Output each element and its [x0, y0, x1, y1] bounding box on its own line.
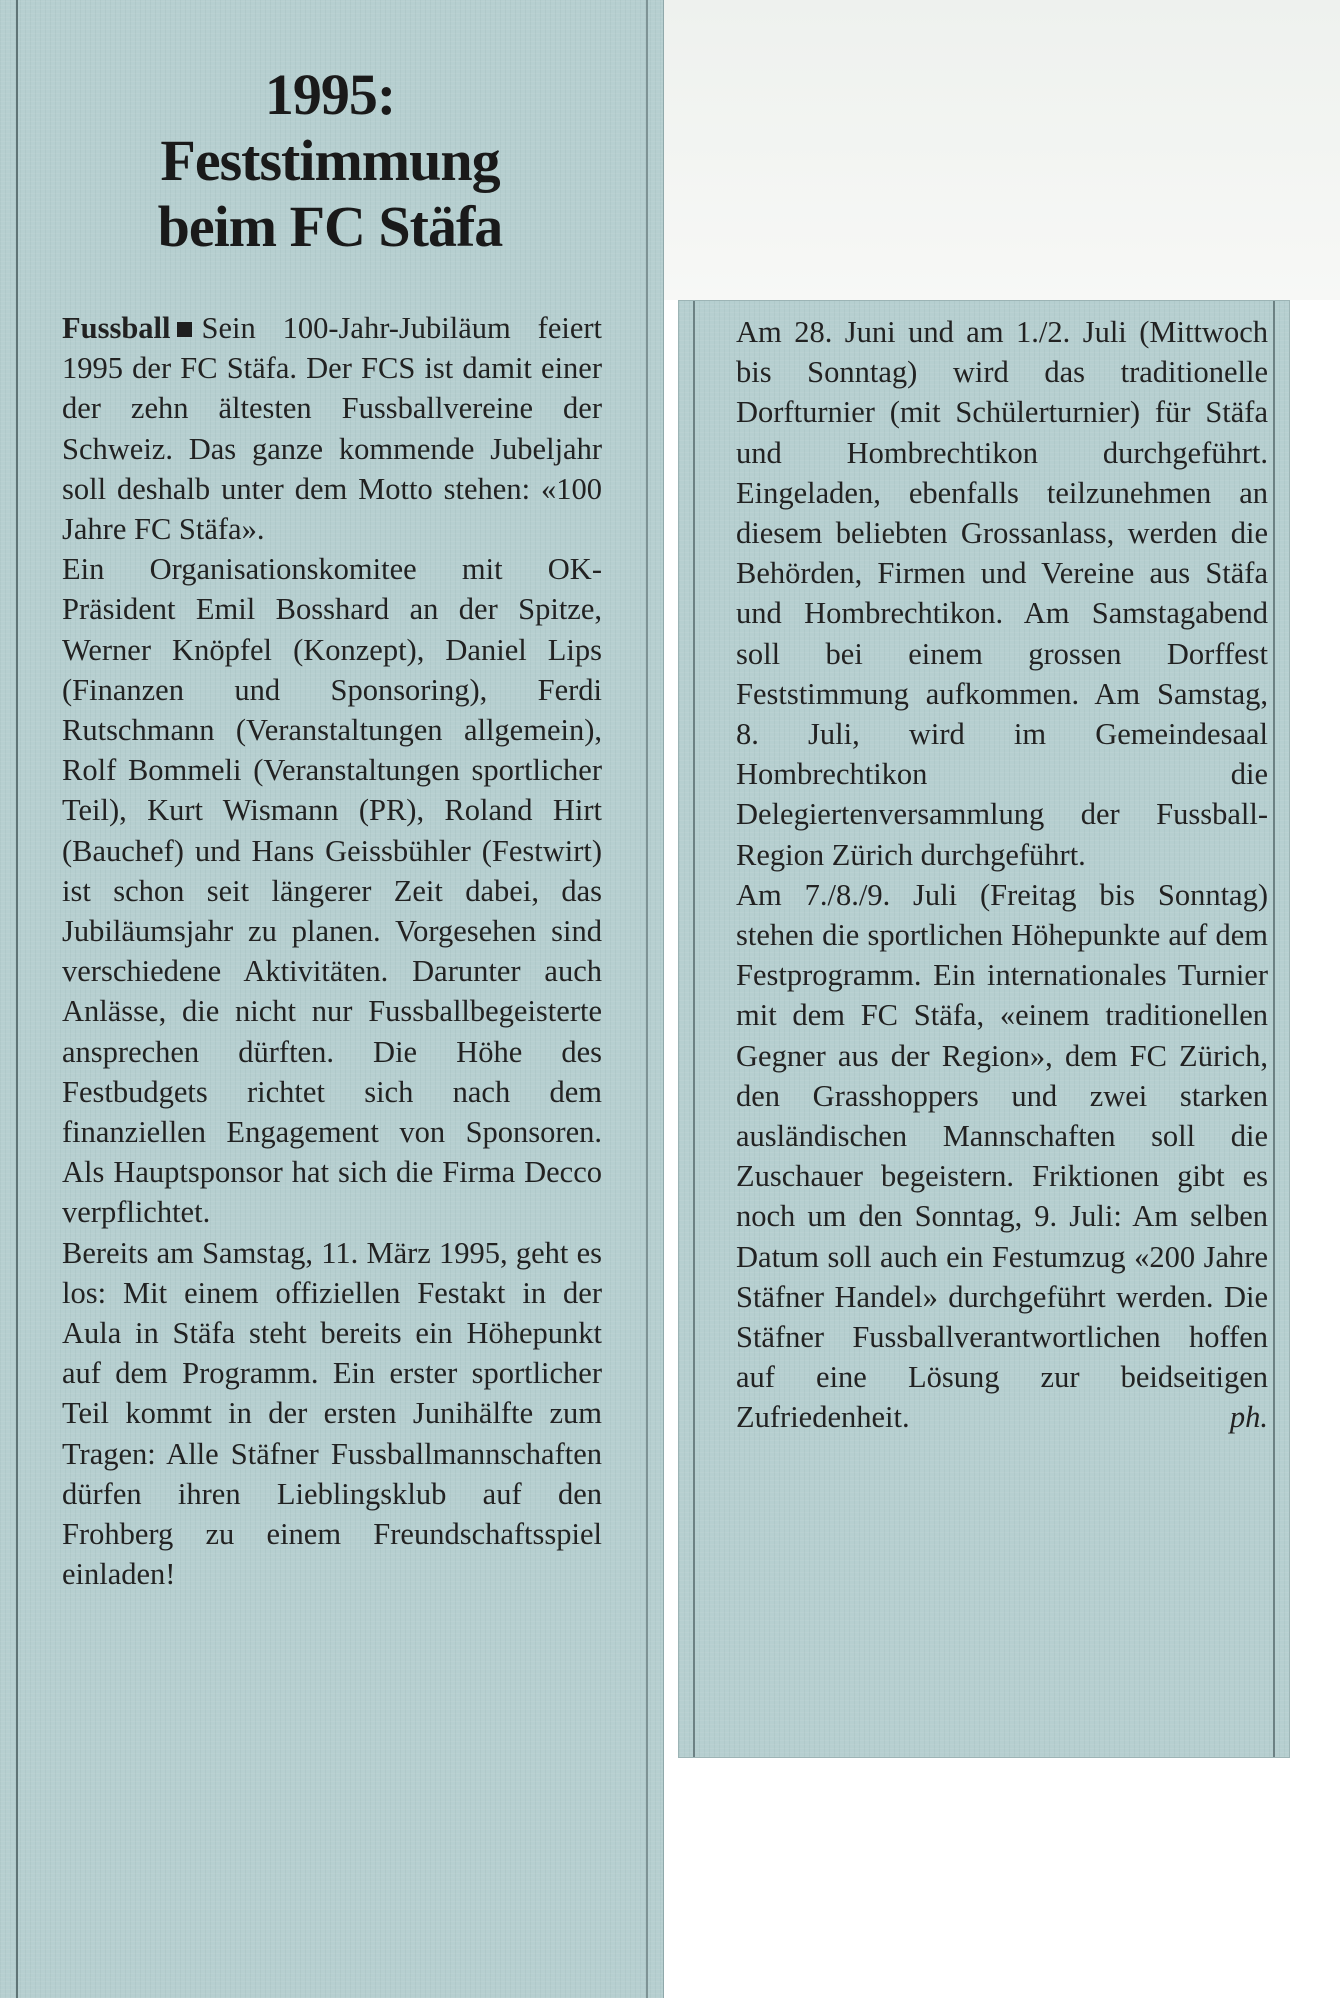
article-headline	[40, 62, 620, 260]
background-page	[664, 0, 1340, 300]
author-byline: ph.	[1229, 1400, 1268, 1435]
paragraph-dorfturnier: Am 28. Juni und am 1./2. Juli (Mittwoch bis Sonntag) wird das traditionelle Dorfturnier (mit Schülerturnier) für Stäfa und Hombrechtikon durchgeführt. Eingeladen, ebenfalls teilzunehmen an diesem beliebten Grossanlass, werden die Behörden, Firmen und Vereine aus Stäfa und Hombrechtikon. Am Samstagabend soll bei einem grossen Dorffest Feststimmung aufkommen. Am Samstag, 8. Juli, wird im Gemeindesaal Hombrechtikon die Delegiertenversammlung der Fussball-Region Zürich durchgeführt.	[736, 315, 1268, 872]
headline-line-3: beim FC Stäfa	[157, 194, 503, 259]
paragraph-committee: Ein Organisationskomitee mit OK-Präsident Emil Bosshard an der Spitze, Werner Knöpfel (Konzept), Daniel Lips (Finanzen und Sponsoring), Ferdi Rutschmann (Veranstaltungen allgemein), Rolf Bommeli (Veranstaltungen sportlicher Teil), Kurt Wismann (PR), Roland Hirt (Bauchef) und Hans Geissbühler (Festwirt) ist schon seit längerer Zeit dabei, das Jubiläumsjahr zu planen. Vorgesehen sind verschiedene Aktivitäten. Darunter auch Anlässe, die nicht nur Fussballbegeisterte ansprechen dürften. Die Höhe des Festbudgets richtet sich nach dem finanziellen Engagement von Sponsoren. Als Hauptsponsor hat sich die Firma Decco verpflichtet.	[62, 552, 602, 1230]
paragraph-turnier	[736, 875, 1268, 1438]
paragraph-text: Sein 100-Jahr-Jubiläum feiert 1995 der FC Stäfa. Der FCS ist damit einer der zehn ältesten Fussballvereine der Schweiz. Das ganze kommende Jubeljahr soll deshalb unter dem Motto stehen: «100 Jahre FC Stäfa».	[62, 311, 602, 547]
clipping-left-column	[0, 0, 664, 1998]
paragraph-text: Am 7./8./9. Juli (Freitag bis Sonntag) stehen die sportlichen Höhepunkte auf dem Festprogramm. Ein internationales Turnier mit dem FC Stäfa, «einem traditionellen Gegner aus der Region», dem FC Zürich, den Grasshoppers und zwei starken ausländischen Mannschaften soll die Zuschauer begeistern. Friktionen gibt es noch um den Sonntag, 9. Juli: Am selben Datum soll auch ein Festumzug «200 Jahre Stäfner Handel» durchgeführt werden. Die Stäfner Fussballverantwortlichen hoffen auf eine Lösung zur beidseitigen Zufriedenheit.	[736, 877, 1268, 1435]
column-rule-right	[1273, 301, 1275, 1757]
paragraph-intro	[62, 308, 602, 549]
column-rule-left	[693, 301, 695, 1757]
headline-line-1: 1995:	[264, 62, 396, 127]
square-bullet-icon	[177, 322, 192, 337]
article-body-left	[62, 308, 602, 1595]
column-rule-left	[16, 0, 18, 1998]
section-kicker: Fussball	[62, 311, 171, 345]
paragraph-festakt: Bereits am Samstag, 11. März 1995, geht es los: Mit einem offiziellen Festakt in der Aula in Stäfa steht bereits ein Höhepunkt auf dem Programm. Ein erster sportlicher Teil kommt in der ersten Junihälfte zum Tragen: Alle Stäfner Fussballmannschaften dürfen ihren Lieblingsklub auf den Frohberg zu einem Freundschaftsspiel einladen!	[62, 1235, 602, 1592]
article-body-right	[736, 312, 1268, 1438]
headline-line-2: Feststimmung	[160, 128, 500, 193]
column-rule-right	[646, 0, 648, 1998]
